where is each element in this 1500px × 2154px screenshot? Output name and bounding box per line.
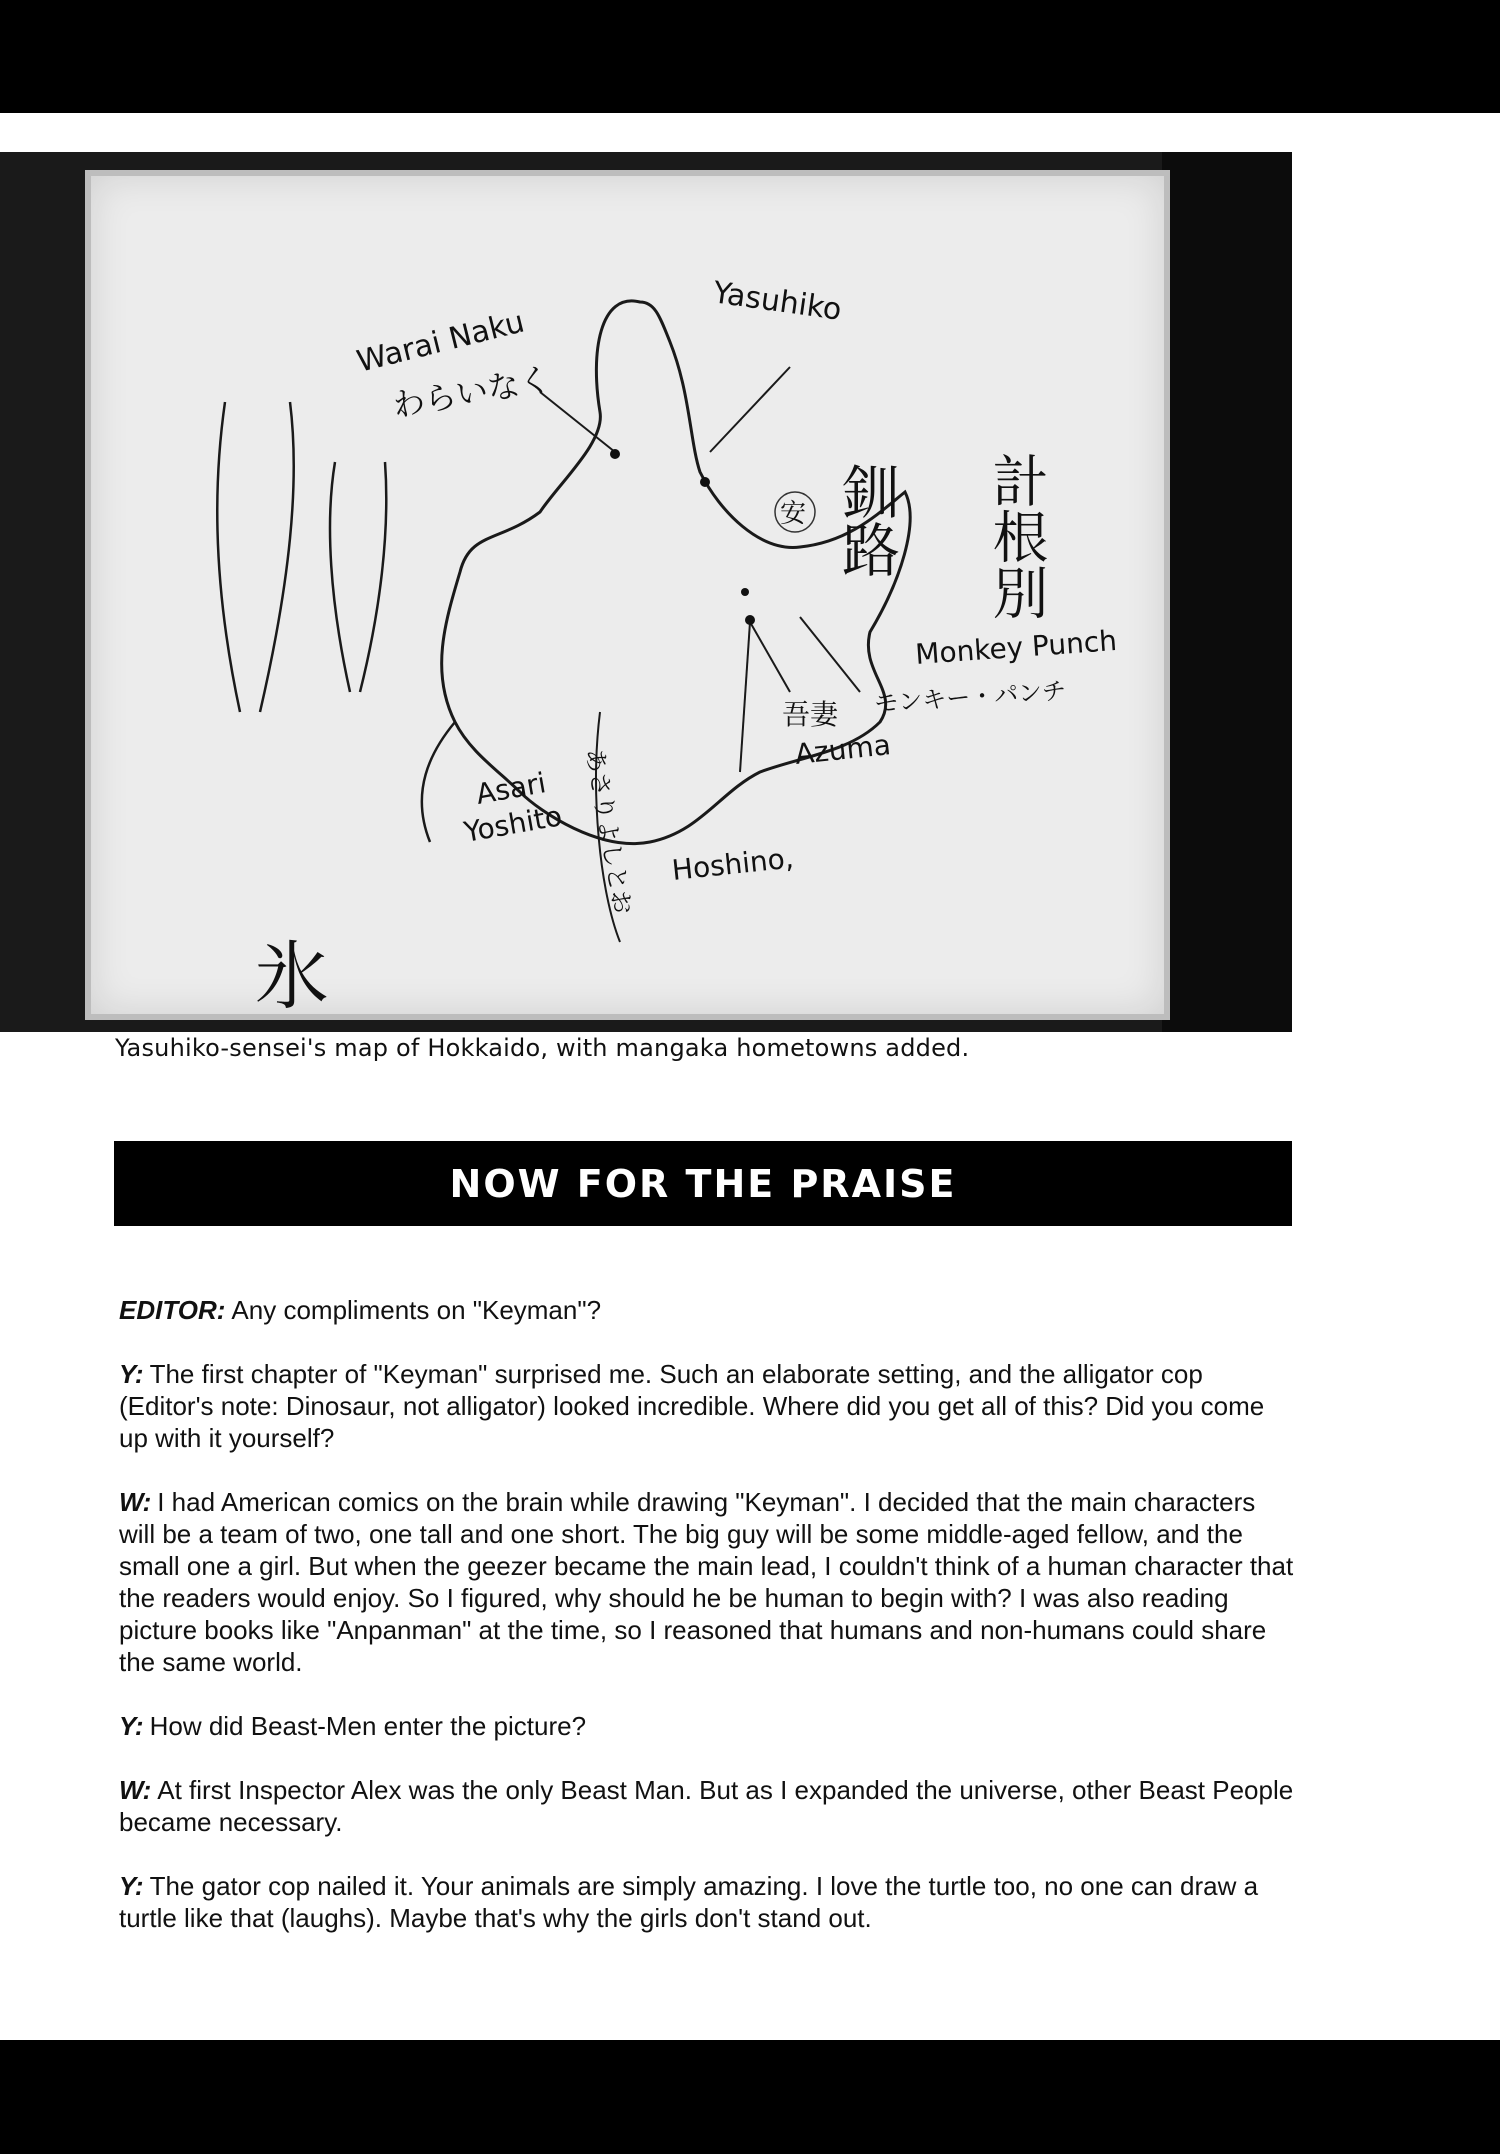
label-warai-naku-kana: わらいなく: [389, 359, 554, 425]
paragraph-text: At first Inspector Alex was the only Beast Man. But as I expanded the universe, other Beast People became necessary.: [119, 1775, 1294, 1837]
interview-paragraph: [119, 1710, 1294, 1742]
section-header: [114, 1141, 1292, 1226]
paragraph-text: How did Beast-Men enter the picture?: [149, 1711, 587, 1741]
whiteboard-photo: [0, 152, 1292, 1032]
speaker-label: Y:: [119, 1711, 144, 1741]
label-asari: Asari: [473, 766, 549, 811]
speaker-label: W:: [119, 1775, 152, 1805]
interview-paragraph: [119, 1358, 1294, 1454]
paragraph-text: The gator cop nailed it. Your animals are simply amazing. I love the turtle too, no one can draw a turtle like that (laughs). Maybe that's why the girls don't stand out.: [119, 1871, 1259, 1933]
label-hoshino: Hoshino,: [670, 841, 796, 887]
hokkaido-map-drawing: [0, 152, 1292, 1032]
label-monkey-punch: Monkey Punch: [914, 623, 1118, 671]
section-title: NOW FOR THE PRAISE: [449, 1161, 957, 1206]
top-black-bar: [0, 0, 1500, 113]
label-ice-kanji: 氷: [255, 934, 329, 1020]
paragraph-text: The first chapter of "Keyman" surprised me. Such an elaborate setting, and the alligator cop (Editor's note: Dinosaur, not alligator) looked incredible. Where did you get all of this? Did you come up with it yourself?: [119, 1359, 1265, 1453]
label-kushiro-kanji: 釧路: [832, 462, 900, 578]
interview-paragraph: [119, 1870, 1294, 1934]
speaker-label: Y:: [119, 1359, 144, 1389]
label-monkey-punch-kana: モンキー・パンチ: [873, 676, 1067, 718]
label-azuma-kanji: 吾妻: [782, 698, 839, 731]
speaker-label: Y:: [119, 1871, 144, 1901]
label-asari-kana: あさりよしとお: [580, 746, 637, 917]
label-azuma: Azuma: [793, 728, 893, 771]
interview-paragraph: [119, 1774, 1294, 1838]
speaker-label: W:: [119, 1487, 152, 1517]
label-yasu-mark: 安: [780, 499, 807, 529]
label-warai-naku: Warai Naku: [353, 304, 528, 380]
interview-text: [119, 1294, 1294, 1966]
paragraph-text: I had American comics on the brain while drawing "Keyman". I decided that the main characters will be a team of two, one tall and one short. The big guy will be some middle-aged fellow, and the small one a girl. But when the geezer became the main lead, I couldn't think of a human character that the readers would enjoy. So I figured, why should he be human to begin with? I was also reading picture books like "Anpanman" at the time, so I reasoned that humans and non-humans could share the same world.: [119, 1487, 1294, 1677]
label-yoshito: Yoshito: [461, 799, 565, 849]
label-kenebetsu-kanji: 計根別: [983, 452, 1049, 620]
photo-caption: Yasuhiko-sensei's map of Hokkaido, with mangaka hometowns added.: [115, 1034, 970, 1062]
interview-paragraph: [119, 1294, 1294, 1326]
interview-paragraph: [119, 1486, 1294, 1678]
bottom-black-bar: [0, 2040, 1500, 2154]
paragraph-text: Any compliments on "Keyman"?: [231, 1295, 602, 1325]
speaker-label: EDITOR:: [119, 1295, 226, 1325]
label-yasuhiko: Yasuhiko: [710, 275, 844, 328]
